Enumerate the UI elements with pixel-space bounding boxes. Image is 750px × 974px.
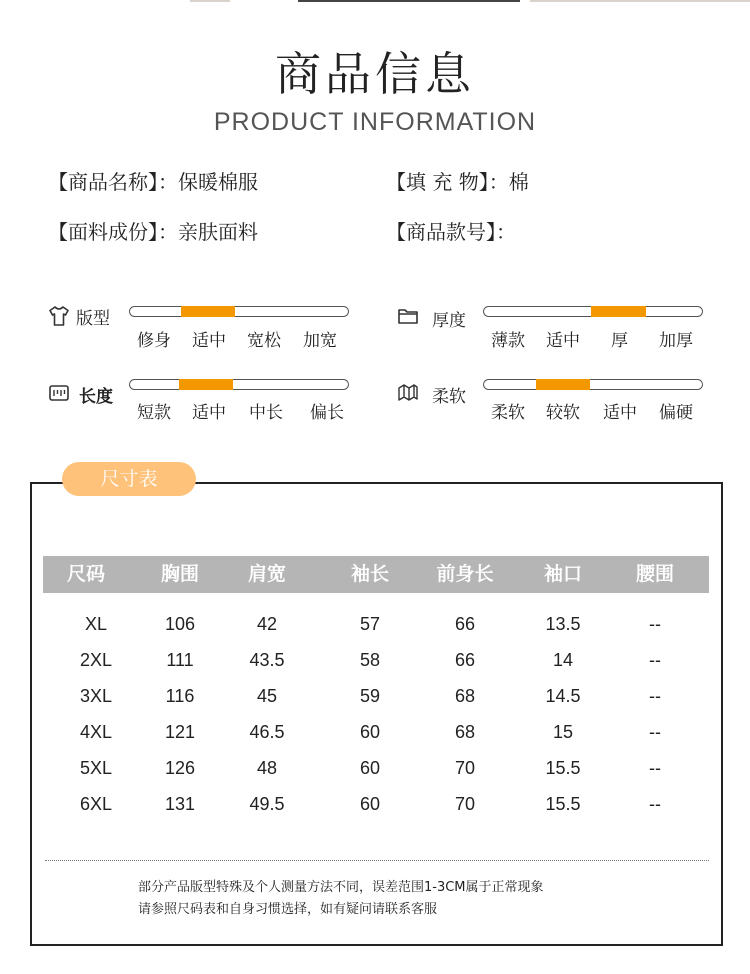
attr-softness-track [483,379,703,390]
feather-icon [396,381,420,405]
attr-softness-option: 柔软 [491,403,525,423]
attr-length-indicator [179,379,233,390]
table-cell: 14 [552,650,574,670]
product-name-label: 【商品名称】： [48,170,178,194]
divider [45,860,709,861]
table-cell: XL [84,614,108,634]
attr-thickness-option: 薄款 [491,331,525,351]
fabric-value: 亲肤面料 [178,220,258,244]
top-divider-right [530,0,750,2]
table-cell: 106 [164,614,196,634]
table-cell: 70 [454,758,476,778]
attr-fit-option: 适中 [192,331,226,351]
table-cell: 6XL [79,794,113,814]
filling-label: 【填 充 物】： [386,170,509,194]
table-cell: 60 [359,794,381,814]
table-cell: 49.5 [249,794,285,814]
product-name-value: 保暖棉服 [178,170,258,194]
header-front-length: 前身长 [436,563,494,585]
fabric-label: 【面料成份】： [48,220,178,244]
attr-fit-indicator [181,306,235,317]
table-cell: 116 [165,686,195,706]
table-cell: -- [649,686,661,706]
table-cell: 59 [359,686,381,706]
attr-softness-label: 柔软 [432,387,466,407]
table-cell: 66 [454,614,476,634]
table-cell: 42 [256,614,278,634]
table-cell: -- [649,614,661,634]
attr-length-track [129,379,349,390]
table-cell: -- [649,722,661,742]
table-cell: 13.5 [545,614,581,634]
attr-fit-label: 版型 [76,309,110,329]
attr-softness-indicator [536,379,590,390]
size-chart-tab: 尺寸表 [62,462,196,496]
attr-thickness-option: 加厚 [659,331,693,351]
attr-thickness-label: 厚度 [432,311,466,331]
table-cell: 15 [552,722,574,742]
product-name-row [48,166,258,195]
table-cell: 111 [166,650,194,670]
header-shoulder: 肩宽 [247,563,287,585]
table-cell: 60 [359,722,381,742]
attr-thickness-option: 适中 [546,331,580,351]
size-table-header [43,556,709,593]
attr-fit-option: 加宽 [303,331,337,351]
page-subtitle: PRODUCT INFORMATION [213,108,537,136]
table-cell: 60 [359,758,381,778]
filling-row [386,166,529,195]
style-number-label: 【商品款号】： [386,220,516,244]
table-cell: 45 [256,686,278,706]
header-chest: 胸围 [160,563,200,585]
attr-fit-option: 修身 [137,331,171,351]
table-cell: 68 [454,686,476,706]
table-cell: 15.5 [545,758,581,778]
table-cell: 131 [164,794,196,814]
attr-thickness-track [483,306,703,317]
table-cell: -- [649,794,661,814]
style-number-row [386,216,516,245]
attr-softness-option: 适中 [603,403,637,423]
header-size: 尺码 [66,563,106,585]
table-cell: 58 [359,650,381,670]
table-cell: 4XL [79,722,113,742]
attr-length-option: 中长 [249,403,283,423]
table-cell: 66 [454,650,476,670]
note-line: 部分产品版型特殊及个人测量方法不同，误差范围1-3CM属于正常现象 [138,880,544,895]
attr-length-option: 偏长 [310,403,344,423]
attr-thickness-option: 厚 [611,331,628,351]
table-cell: -- [649,650,661,670]
table-cell: 57 [359,614,381,634]
attr-fit-option: 宽松 [247,331,281,351]
shirt-icon [47,304,71,328]
attr-fit-track [129,306,349,317]
table-cell: 48 [256,758,278,778]
table-cell: -- [649,758,661,778]
table-cell: 68 [454,722,476,742]
table-cell: 121 [164,722,196,742]
header-waist: 腰围 [635,563,675,585]
page-title: 商品信息 [275,47,475,101]
table-cell: 126 [164,758,196,778]
top-divider-left [190,0,230,2]
fabric-row [48,216,258,245]
attr-thickness-indicator [591,306,646,317]
attr-length-label: 长度 [79,387,113,407]
table-cell: 14.5 [545,686,581,706]
table-cell: 2XL [79,650,113,670]
top-divider-center [298,0,520,2]
attr-softness-option: 较软 [546,403,580,423]
header-cuff: 袖口 [543,563,583,585]
folder-icon [396,304,420,328]
attr-softness-option: 偏硬 [659,403,693,423]
table-cell: 46.5 [249,722,285,742]
table-cell: 70 [454,794,476,814]
filling-value: 棉 [508,170,529,194]
table-cell: 43.5 [249,650,285,670]
attr-length-option: 适中 [192,403,226,423]
note-line: 请参照尺码表和自身习惯选择，如有疑问请联系客服 [138,902,438,917]
header-sleeve: 袖长 [350,563,390,585]
table-cell: 5XL [79,758,113,778]
table-cell: 3XL [79,686,113,706]
table-cell: 15.5 [545,794,581,814]
ruler-icon [47,381,71,405]
attr-length-option: 短款 [137,403,171,423]
